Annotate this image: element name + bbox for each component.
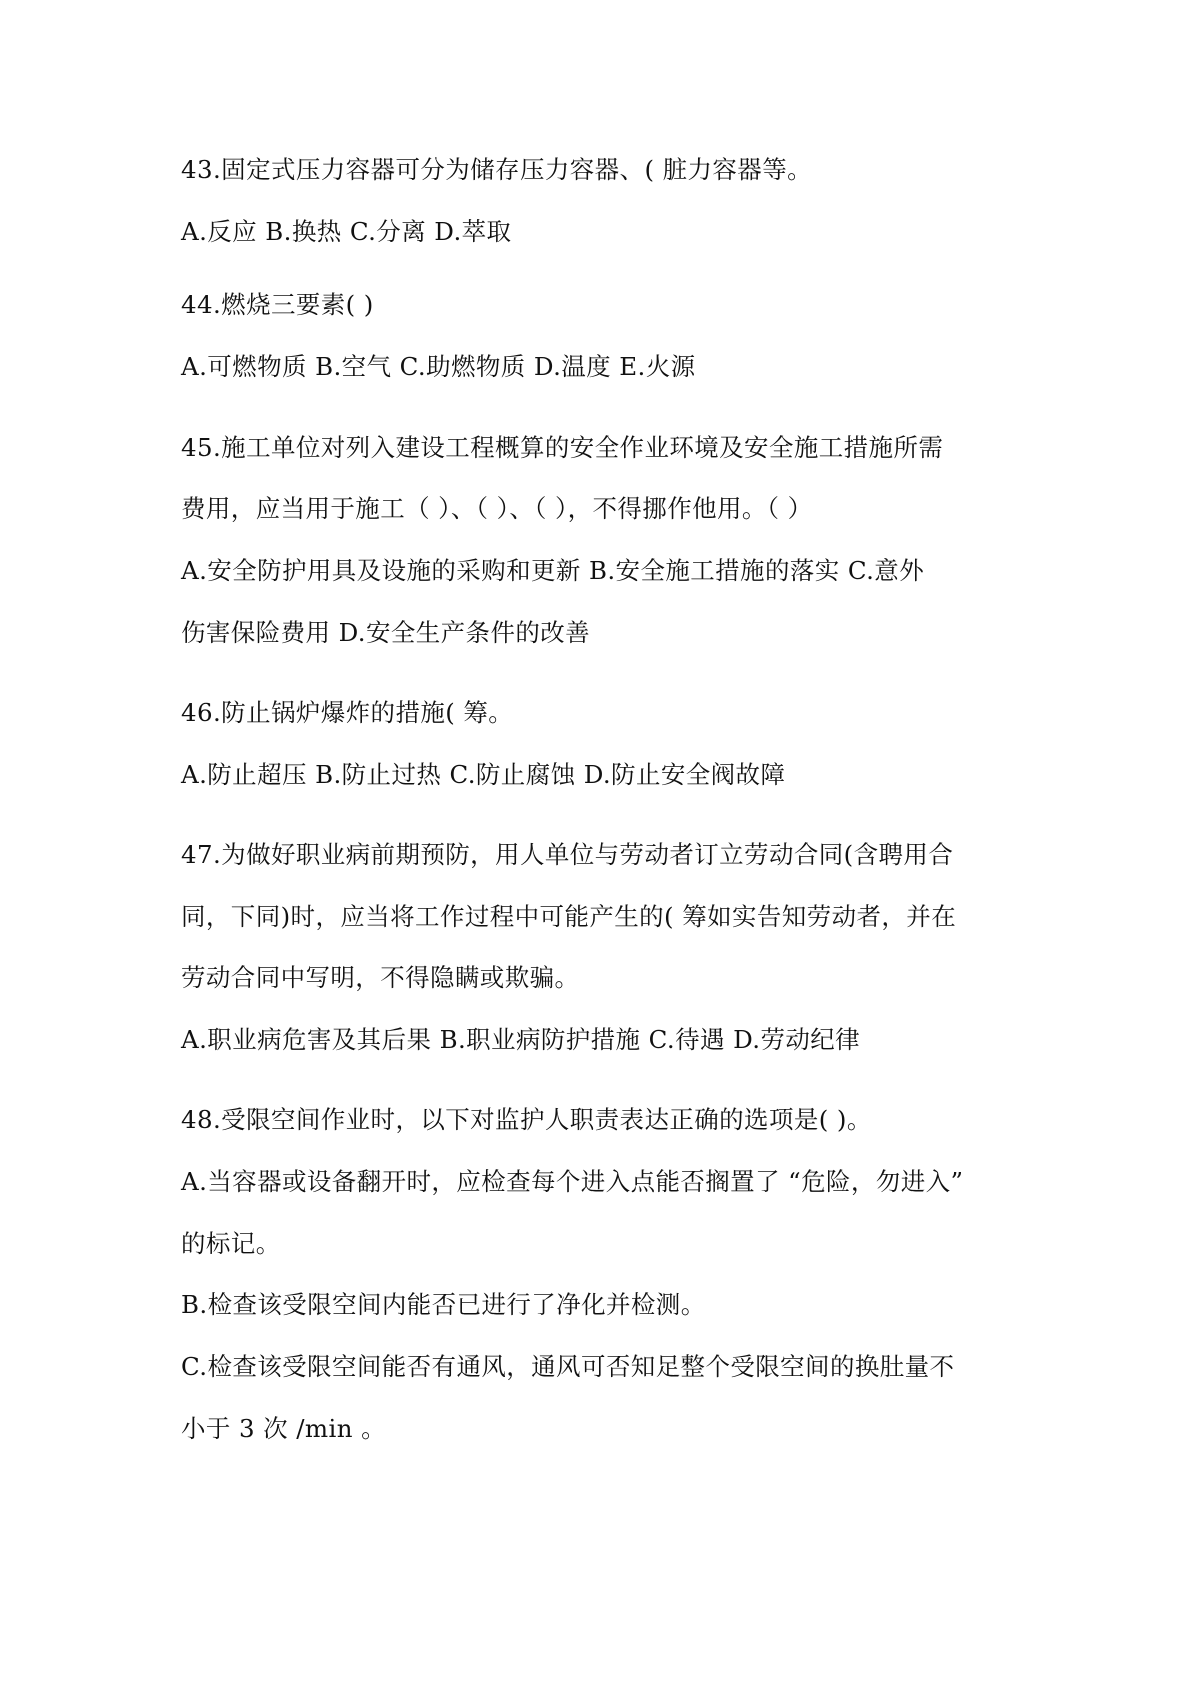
question-47-stem-line-1: 47.为做好职业病前期预防，用人单位与劳动者订立劳动合同(含聘用合 [181, 840, 954, 869]
question-45-stem-line-1: 45.施工单位对列入建设工程概算的安全作业环境及安全施工措施所需 [181, 433, 944, 462]
question-45-options-line-1: A.安全防护用具及设施的采购和更新 B.安全施工措施的落实 C.意外 [181, 556, 925, 585]
question-44-stem: 44.燃烧三要素( ) [181, 290, 374, 319]
question-46-stem: 46.防止锅炉爆炸的措施( 筹。 [181, 698, 514, 727]
question-47-options: A.职业病危害及其后果 B.职业病防护措施 C.待遇 D.劳动纪律 [181, 1025, 861, 1054]
question-47-stem-line-2: 同，下同)时，应当将工作过程中可能产生的( 筹如实告知劳动者，并在 [181, 902, 957, 931]
question-48-option-a-line-1: A.当容器或设备翻开时，应检查每个进入点能否搁置了 “危险，勿进入” [181, 1167, 964, 1196]
question-45-options-line-2: 伤害保险费用 D.安全生产条件的改善 [181, 618, 591, 647]
question-47-stem-line-3: 劳动合同中写明，不得隐瞒或欺骗。 [181, 963, 580, 992]
question-48-option-a-line-2: 的标记。 [181, 1229, 281, 1258]
question-46-options: A.防止超压 B.防止过热 C.防止腐蚀 D.防止安全阀故障 [181, 760, 786, 789]
question-43-stem: 43.固定式压力容器可分为储存压力容器、( 脏力容器等。 [181, 155, 813, 184]
question-44-options: A.可燃物质 B.空气 C.助燃物质 D.温度 E.火源 [181, 352, 696, 381]
question-48-stem: 48.受限空间作业时，以下对监护人职责表达正确的选项是( )。 [181, 1105, 872, 1134]
question-48-option-c-line-2: 小于 3 次 /min 。 [181, 1414, 387, 1443]
question-45-stem-line-2: 费用，应当用于施工（ ）、（ ）、（ ），不得挪作他用。（ ） [181, 494, 813, 523]
question-43-options: A.反应 B.换热 C.分离 D.萃取 [181, 217, 512, 246]
question-48-option-c-line-1: C.检查该受限空间能否有通风，通风可否知足整个受限空间的换肚量不 [181, 1352, 955, 1381]
question-48-option-b: B.检查该受限空间内能否已进行了净化并检测。 [181, 1290, 706, 1319]
